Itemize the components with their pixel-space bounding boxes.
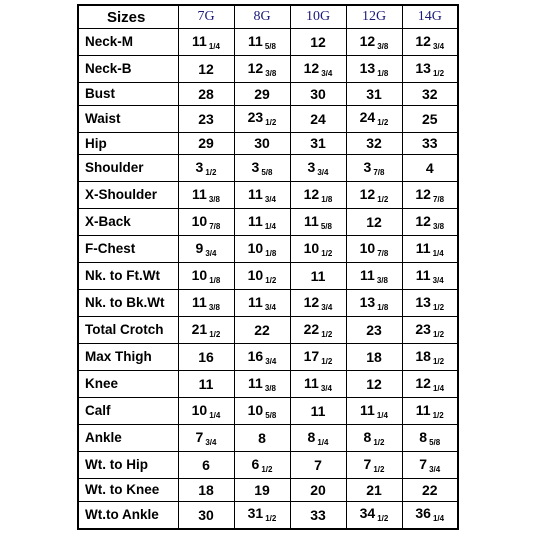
table-row [78,398,458,425]
measurement-whole: 32 [366,135,382,152]
measurement-fraction: 3/4 [205,437,217,447]
header-row [78,5,458,29]
measurement-cell [178,317,234,344]
measurement-cell [346,132,402,155]
size-header-12g: 12G [346,5,402,29]
measurement-whole: 12 [366,376,382,392]
measurement-cell [234,263,290,290]
measurement-fraction: 1/8 [321,194,333,204]
measurement-cell [234,182,290,209]
measurement-cell [234,371,290,398]
measurement-cell [178,105,234,132]
measurement-fraction: 3/8 [208,194,220,204]
size-header-8g: 8G [234,5,290,29]
measurement-cell [290,398,346,425]
measurement-whole: 3 [195,158,204,175]
measurement-whole: 8 [307,428,316,445]
measurement-fraction: 1/2 [265,275,277,285]
table-row [78,182,458,209]
measurement-cell [402,263,458,290]
measurement-cell [346,209,402,236]
measurement-whole: 28 [198,85,214,102]
measurement-whole: 16 [198,349,214,365]
measurement-cell [234,236,290,263]
measurement-whole: 6 [202,457,210,473]
measurement-cell [234,398,290,425]
measurement-cell [346,290,402,317]
measurement-cell [402,105,458,132]
measurement-whole: 12 [303,59,320,76]
measurement-fraction: 1/2 [377,118,389,127]
measurement-cell [402,479,458,502]
measurement-cell [178,371,234,398]
measurement-fraction: 5/8 [429,437,441,447]
table-row [78,155,458,182]
measurement-whole: 12 [415,374,431,391]
row-label: Hip [78,132,178,155]
measurement-cell [290,317,346,344]
measurement-whole: 8 [419,428,428,445]
measurement-cell [178,290,234,317]
measurement-fraction: 3/4 [317,167,329,177]
measurement-whole: 11 [415,401,431,418]
measurement-fraction: 1/4 [209,410,221,420]
row-label: Ankle [78,425,178,452]
measurement-fraction: 1/2 [432,356,445,366]
measurement-cell [290,105,346,132]
measurement-whole: 22 [421,481,438,498]
measurement-whole: 9 [195,239,204,256]
row-label: Total Crotch [78,317,178,344]
measurement-fraction: 3/8 [208,302,220,312]
table-row [78,83,458,106]
measurement-cell [346,182,402,209]
measurement-fraction: 1/2 [432,302,445,312]
measurement-fraction: 1/4 [376,410,388,420]
measurement-cell [402,29,458,56]
measurement-fraction: 7/8 [377,248,389,258]
measurement-whole: 8 [363,428,372,445]
table-row [78,479,458,502]
measurement-cell [402,155,458,182]
measurement-whole: 10 [191,401,208,418]
measurement-cell [290,56,346,83]
measurement-fraction: 3/4 [320,383,332,393]
measurement-cell [346,236,402,263]
measurement-whole: 11 [415,239,431,256]
measurement-fraction: 3/8 [377,41,389,51]
measurement-fraction: 1/2 [205,167,217,177]
measurement-whole: 17 [303,347,320,364]
measurement-fraction: 1/4 [208,41,220,51]
measurement-cell [346,83,402,106]
measurement-cell [178,182,234,209]
measurement-cell [178,236,234,263]
measurement-cell [402,83,458,106]
measurement-whole: 7 [195,428,204,445]
table-row [78,209,458,236]
table-row [78,263,458,290]
row-label: Max Thigh [78,344,178,371]
row-label: Knee [78,371,178,398]
measurement-cell [290,83,346,106]
measurement-cell [402,290,458,317]
measurement-cell [346,29,402,56]
measurement-cell [346,398,402,425]
row-label: X-Back [78,209,178,236]
measurement-whole: 18 [198,481,214,498]
measurement-cell [402,452,458,479]
row-label: Neck-M [78,29,178,56]
measurement-whole: 31 [366,85,382,102]
row-label: Waist [78,105,178,132]
measurement-cell [178,344,234,371]
measurement-fraction: 1/4 [317,437,329,447]
measurement-cell [234,209,290,236]
measurement-whole: 12 [415,185,431,202]
measurement-cell [290,209,346,236]
size-chart-body [78,29,458,530]
measurement-cell [234,105,290,132]
measurement-whole: 6 [251,455,260,472]
measurement-whole: 12 [303,185,320,202]
measurement-whole: 36 [415,505,431,522]
row-label: Calf [78,398,178,425]
table-row [78,501,458,529]
measurement-whole: 10 [191,266,208,283]
measurement-cell [178,209,234,236]
measurement-cell [290,155,346,182]
measurement-whole: 25 [421,110,438,127]
measurement-whole: 12 [359,32,376,49]
measurement-cell [346,501,402,529]
measurement-fraction: 1/4 [432,514,445,524]
measurement-whole: 11 [198,376,214,392]
measurement-cell [290,29,346,56]
measurement-cell [290,290,346,317]
measurement-whole: 12 [303,293,320,310]
measurement-whole: 29 [198,135,214,152]
measurement-whole: 11 [192,185,207,202]
measurement-whole: 33 [310,506,326,523]
measurement-whole: 11 [310,268,326,284]
table-row [78,317,458,344]
measurement-fraction: 1/2 [209,329,221,339]
measurement-fraction: 5/8 [320,221,332,231]
table-row [78,425,458,452]
size-chart-table [77,4,459,530]
measurement-whole: 23 [247,109,264,125]
row-label: Wt. to Knee [78,479,178,502]
measurement-whole: 21 [191,320,208,337]
measurement-cell [346,317,402,344]
measurement-whole: 19 [254,481,270,498]
row-label: Bust [78,83,178,106]
measurement-fraction: 5/8 [265,410,277,420]
measurement-whole: 18 [415,347,431,364]
measurement-cell [290,344,346,371]
measurement-fraction: 1/2 [377,514,389,524]
measurement-whole: 11 [415,266,431,283]
measurement-cell [402,425,458,452]
measurement-cell [290,452,346,479]
measurement-whole: 11 [360,401,375,418]
table-row [78,344,458,371]
measurement-cell [346,263,402,290]
measurement-cell [290,182,346,209]
measurement-fraction: 1/2 [261,464,273,474]
measurement-cell [234,425,290,452]
measurement-whole: 12 [247,59,264,76]
measurement-fraction: 1/2 [373,437,385,447]
measurement-whole: 20 [310,481,326,498]
measurement-fraction: 3/4 [265,356,277,366]
size-header-7g: 7G [178,5,234,29]
measurement-cell [290,425,346,452]
measurement-whole: 16 [247,347,264,364]
measurement-fraction: 1/2 [432,410,444,420]
measurement-whole: 10 [247,239,264,256]
measurement-fraction: 1/4 [264,221,276,231]
measurement-cell [346,452,402,479]
row-label: X-Shoulder [78,182,178,209]
measurement-whole: 21 [366,481,382,498]
measurement-cell [402,132,458,155]
measurement-cell [178,132,234,155]
size-header-10g: 10G [290,5,346,29]
measurement-whole: 30 [310,85,326,102]
measurement-whole: 4 [425,160,434,176]
measurement-fraction: 3/4 [264,302,276,312]
measurement-whole: 10 [303,239,320,256]
measurement-cell [178,263,234,290]
measurement-whole: 30 [198,506,214,523]
measurement-whole: 7 [363,455,372,472]
measurement-cell [178,425,234,452]
measurement-whole: 32 [421,85,438,102]
table-row [78,290,458,317]
measurement-whole: 31 [247,505,264,522]
measurement-fraction: 3/4 [432,275,444,285]
measurement-cell [402,56,458,83]
measurement-fraction: 1/2 [321,356,333,366]
table-row [78,371,458,398]
measurement-fraction: 1/4 [432,383,445,393]
measurement-cell [178,83,234,106]
measurement-whole: 11 [304,374,319,391]
row-label: Wt.to Ankle [78,501,178,529]
measurement-cell [178,155,234,182]
measurement-fraction: 3/8 [265,68,277,78]
measurement-whole: 12 [359,185,376,202]
measurement-fraction: 3/8 [432,221,445,231]
measurement-fraction: 3/8 [376,275,388,285]
measurement-cell [178,29,234,56]
measurement-whole: 11 [192,32,207,49]
measurement-cell [234,344,290,371]
measurement-cell [402,182,458,209]
measurement-cell [234,83,290,106]
measurement-fraction: 3/4 [264,194,276,204]
measurement-whole: 12 [198,61,214,77]
measurement-cell [346,425,402,452]
measurement-fraction: 1/4 [432,248,444,258]
table-row [78,132,458,155]
measurement-fraction: 1/8 [377,302,389,312]
sizes-header: Sizes [78,5,178,29]
measurement-fraction: 3/4 [429,464,441,474]
measurement-cell [346,155,402,182]
measurement-whole: 18 [366,349,382,365]
measurement-cell [178,501,234,529]
measurement-whole: 12 [310,34,326,50]
measurement-whole: 11 [192,293,207,310]
measurement-whole: 7 [419,455,428,472]
measurement-whole: 3 [251,158,260,175]
measurement-whole: 11 [360,266,375,283]
measurement-whole: 7 [314,457,322,473]
measurement-fraction: 1/2 [432,68,445,78]
table-row [78,29,458,56]
measurement-whole: 11 [304,212,319,229]
measurement-cell [234,29,290,56]
measurement-whole: 13 [415,59,431,76]
row-label: Neck-B [78,56,178,83]
measurement-whole: 3 [307,158,316,175]
measurement-cell [234,155,290,182]
measurement-cell [290,236,346,263]
table-row [78,105,458,132]
measurement-cell [402,344,458,371]
measurement-fraction: 1/8 [265,248,277,258]
measurement-fraction: 5/8 [261,167,273,177]
measurement-fraction: 1/8 [377,68,389,78]
measurement-whole: 13 [415,293,431,310]
measurement-cell [402,317,458,344]
measurement-cell [234,290,290,317]
measurement-whole: 3 [363,158,372,175]
measurement-fraction: 3/4 [432,41,445,51]
measurement-whole: 10 [191,212,208,229]
measurement-cell [178,398,234,425]
row-label: Nk. to Ft.Wt [78,263,178,290]
measurement-whole: 10 [359,239,376,256]
row-label: Nk. to Bk.Wt [78,290,178,317]
measurement-whole: 12 [415,212,431,229]
table-row [78,236,458,263]
measurement-whole: 31 [310,135,326,152]
measurement-whole: 33 [421,135,438,152]
row-label: Shoulder [78,155,178,182]
table-row [78,56,458,83]
measurement-cell [178,452,234,479]
measurement-whole: 8 [258,430,266,446]
measurement-fraction: 1/8 [209,275,221,285]
measurement-fraction: 3/4 [205,248,217,258]
measurement-whole: 10 [247,401,264,418]
measurement-fraction: 3/8 [264,383,276,393]
measurement-cell [234,132,290,155]
table-row [78,452,458,479]
measurement-cell [234,452,290,479]
measurement-cell [402,236,458,263]
measurement-whole: 34 [359,505,376,522]
measurement-cell [346,105,402,132]
measurement-cell [402,371,458,398]
measurement-fraction: 1/2 [377,194,389,204]
measurement-cell [234,56,290,83]
measurement-fraction: 1/2 [373,464,385,474]
measurement-whole: 12 [366,214,382,230]
measurement-whole: 23 [198,110,214,127]
row-label: F-Chest [78,236,178,263]
measurement-fraction: 3/4 [321,302,333,312]
measurement-whole: 11 [248,212,263,229]
measurement-cell [290,501,346,529]
measurement-fraction: 7/8 [373,167,385,177]
measurement-cell [402,398,458,425]
measurement-cell [234,317,290,344]
measurement-fraction: 1/2 [432,329,445,339]
measurement-cell [178,56,234,83]
measurement-whole: 13 [359,293,376,310]
measurement-whole: 11 [248,374,263,391]
measurement-cell [346,344,402,371]
measurement-whole: 11 [248,32,263,49]
measurement-whole: 10 [247,266,264,283]
measurement-cell [178,479,234,502]
row-label: Wt. to Hip [78,452,178,479]
measurement-fraction: 1/2 [265,118,277,127]
measurement-whole: 13 [359,59,376,76]
measurement-whole: 11 [248,293,263,310]
measurement-whole: 30 [254,135,270,152]
measurement-whole: 11 [248,185,263,202]
measurement-cell [290,479,346,502]
measurement-fraction: 1/2 [265,514,277,524]
measurement-cell [290,263,346,290]
measurement-whole: 23 [415,320,431,337]
size-header-14g: 14G [402,5,458,29]
measurement-whole: 23 [366,322,382,338]
measurement-whole: 22 [303,320,320,337]
measurement-whole: 24 [359,109,376,125]
measurement-cell [402,501,458,529]
measurement-whole: 11 [310,403,326,419]
measurement-cell [290,132,346,155]
measurement-whole: 24 [310,110,326,127]
measurement-cell [402,209,458,236]
measurement-cell [234,501,290,529]
measurement-whole: 22 [254,322,270,338]
measurement-whole: 12 [415,32,431,49]
measurement-cell [234,479,290,502]
measurement-cell [346,479,402,502]
measurement-cell [346,371,402,398]
measurement-fraction: 1/2 [321,248,333,258]
measurement-fraction: 3/4 [321,68,333,78]
measurement-fraction: 7/8 [209,221,221,231]
measurement-whole: 29 [254,85,270,102]
measurement-fraction: 1/2 [321,329,333,339]
measurement-cell [290,371,346,398]
measurement-fraction: 7/8 [432,194,445,204]
measurement-cell [346,56,402,83]
measurement-fraction: 5/8 [264,41,276,51]
